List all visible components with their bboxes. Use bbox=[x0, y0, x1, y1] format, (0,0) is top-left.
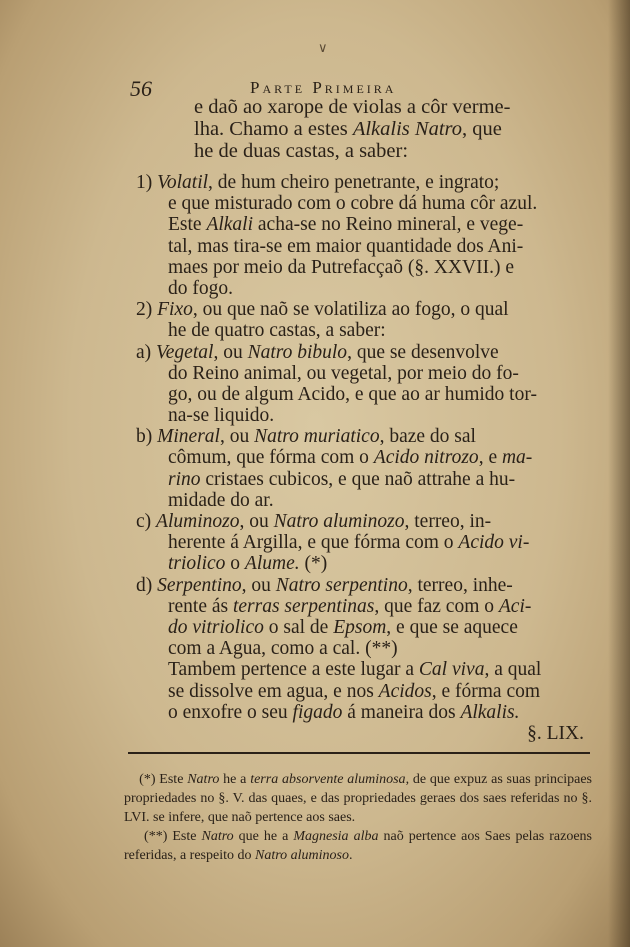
text-line: midade do ar. bbox=[168, 489, 274, 511]
section-mark: §. LIX. bbox=[527, 722, 584, 744]
list-item: c) Aluminozo, ou Natro aluminozo, terreo, in- bbox=[136, 511, 492, 532]
text-line: he de duas castas, a saber: bbox=[194, 140, 409, 162]
text-line: go, ou de algum Acido, e que ao ar humido tor- bbox=[168, 383, 537, 405]
text-line: maes por meio da Putrefacçaõ (§. XXVII.) e bbox=[168, 256, 514, 278]
text-line: o enxofre o seu figado á maneira dos Alkalis. bbox=[168, 701, 520, 723]
running-title: Parte Primeira bbox=[250, 78, 397, 97]
text-line: e daõ ao xarope de violas a côr verme- bbox=[194, 96, 511, 118]
footnote-rule bbox=[128, 752, 590, 754]
list-item: 2) Fixo, ou que naõ se volatiliza ao fogo, o qual bbox=[136, 299, 509, 321]
page-edge-shadow bbox=[608, 0, 630, 947]
text-line: rino cristaes cubicos, e que naõ attrahe a hu- bbox=[168, 468, 516, 490]
list-item: 1) Volatil, de hum cheiro penetrante, e ingrato; bbox=[136, 172, 500, 193]
body-text bbox=[128, 96, 590, 744]
text-line: do Reino animal, ou vegetal, por meio do fo- bbox=[168, 362, 519, 384]
text-line: Este Alkali acha-se no Reino mineral, e vege- bbox=[168, 214, 524, 236]
text-line: cômum, que fórma com o Acido nitrozo, e ma- bbox=[168, 447, 533, 469]
text-line: triolico o Alume. (*) bbox=[168, 553, 328, 575]
text-line: se dissolve em agua, e nos Acidos, e fórma com bbox=[168, 680, 541, 702]
footnotes bbox=[124, 770, 592, 865]
footnote: (*) Este Natro he a terra absorvente aluminosa, de que expuz as suas principaes propriedades no §. V. das quaes, e das propriedades geraes dos saes referidas no §. LVI. se infere, que naõ pertence aos saes. bbox=[124, 772, 592, 825]
page-number: 56 bbox=[130, 76, 152, 101]
text-line: Tambem pertence a este lugar a Cal viva, a qual bbox=[168, 659, 542, 681]
faint-mark: ∨ bbox=[318, 40, 328, 55]
text-line: do vitriolico o sal de Epsom, e que se aquece bbox=[168, 616, 518, 638]
text-line: na-se liquido. bbox=[168, 405, 275, 427]
text-line: com a Agua, como a cal. (**) bbox=[168, 638, 398, 660]
list-item: d) Serpentino, ou Natro serpentino, terreo, inhe- bbox=[136, 574, 513, 596]
text-line: rente ás terras serpentinas, que faz com o Aci- bbox=[168, 595, 532, 617]
list-item: a) Vegetal, ou Natro bibulo, que se desenvolve bbox=[136, 341, 499, 363]
footnote: (**) Este Natro que he a Magnesia alba naõ pertence aos Saes pelas razoens referidas, a respeito do Natro aluminoso. bbox=[124, 829, 592, 863]
text-line: do fogo. bbox=[168, 277, 233, 299]
text-line: e que misturado com o cobre dá huma côr azul. bbox=[168, 193, 538, 215]
text-line: he de quatro castas, a saber: bbox=[168, 320, 386, 342]
text-line: lha. Chamo a estes Alkalis Natro, que bbox=[194, 118, 502, 140]
list-item: b) Mineral, ou Natro muriatico, baze do sal bbox=[136, 426, 476, 448]
text-line: tal, mas tira-se em maior quantidade dos Ani- bbox=[168, 235, 524, 257]
text-line: herente á Argilla, e que fórma com o Acido vi- bbox=[168, 532, 530, 554]
